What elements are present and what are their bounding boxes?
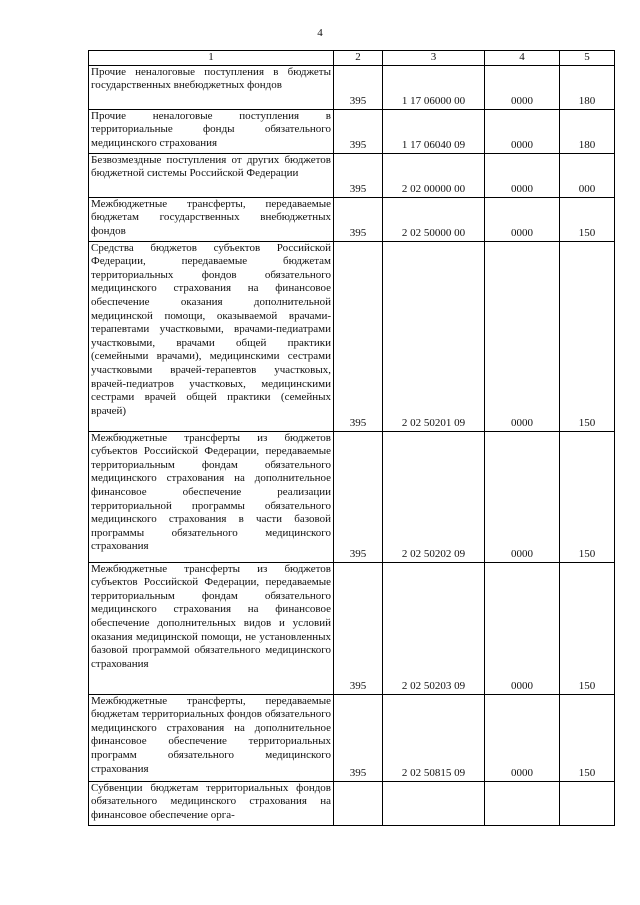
row-program-code: 0000 — [485, 694, 560, 781]
row-economic-code: 180 — [560, 65, 615, 109]
row-description: Прочие неналоговые поступления в территориальные фонды обязательного медицинского страхования — [89, 109, 334, 153]
row-admin-code: 395 — [334, 241, 383, 431]
table-row — [89, 781, 615, 825]
row-admin-code: 395 — [334, 109, 383, 153]
table-row — [89, 65, 615, 109]
row-program-code: 0000 — [485, 241, 560, 431]
row-economic-code: 150 — [560, 197, 615, 241]
column-header-2: 2 — [334, 51, 383, 66]
row-admin-code — [334, 781, 383, 825]
row-revenue-code — [383, 781, 485, 825]
row-economic-code: 180 — [560, 109, 615, 153]
row-admin-code: 395 — [334, 562, 383, 694]
row-description: Прочие неналоговые поступления в бюджеты государственных внебюджетных фондов — [89, 65, 334, 109]
row-economic-code: 150 — [560, 694, 615, 781]
row-revenue-code: 2 02 50815 09 — [383, 694, 485, 781]
row-admin-code: 395 — [334, 197, 383, 241]
budget-classification-table — [88, 50, 615, 826]
row-program-code: 0000 — [485, 109, 560, 153]
table-header-row — [89, 51, 615, 66]
row-revenue-code: 2 02 00000 00 — [383, 153, 485, 197]
table-row — [89, 431, 615, 562]
row-program-code: 0000 — [485, 153, 560, 197]
table-row — [89, 694, 615, 781]
row-revenue-code: 1 17 06000 00 — [383, 65, 485, 109]
row-admin-code: 395 — [334, 431, 383, 562]
row-description: Межбюджетные трансферты, передаваемые бюджетам территориальных фондов обязательного медицинского страхования на дополнительное финансовое обеспечение территориальных программ обязательного медицинского страхования — [89, 694, 334, 781]
row-economic-code: 150 — [560, 562, 615, 694]
row-revenue-code: 2 02 50201 09 — [383, 241, 485, 431]
row-economic-code: 150 — [560, 431, 615, 562]
row-description: Средства бюджетов субъектов Российской Федерации, передаваемые бюджетам территориальных фондов обязательного медицинского страхования на финансовое обеспечение оказания дополнительной медицинской помощи, оказываемой врачами-терапевтами участковыми, врачами-педиатрами участковыми, врачами общей практики (семейными врачами), медицинскими сестрами участковыми врачей-терапевтов участковых, врачей-педиатров участковых, медицинскими сестрами врачей общей практики (семейных врачей) — [89, 241, 334, 431]
table-row — [89, 153, 615, 197]
table-row — [89, 562, 615, 694]
row-revenue-code: 1 17 06040 09 — [383, 109, 485, 153]
row-description: Безвозмездные поступления от других бюджетов бюджетной системы Российской Федерации — [89, 153, 334, 197]
page-number: 4 — [317, 27, 323, 39]
table-row — [89, 241, 615, 431]
row-admin-code: 395 — [334, 694, 383, 781]
row-program-code: 0000 — [485, 197, 560, 241]
row-program-code: 0000 — [485, 65, 560, 109]
column-header-1: 1 — [89, 51, 334, 66]
row-economic-code — [560, 781, 615, 825]
table-row — [89, 109, 615, 153]
column-header-4: 4 — [485, 51, 560, 66]
row-economic-code: 000 — [560, 153, 615, 197]
row-admin-code: 395 — [334, 153, 383, 197]
row-description: Субвенции бюджетам территориальных фондов обязательного медицинского страхования на финансовое обеспечение орга- — [89, 781, 334, 825]
row-revenue-code: 2 02 50203 09 — [383, 562, 485, 694]
row-description: Межбюджетные трансферты, передаваемые бюджетам государственных внебюджетных фондов — [89, 197, 334, 241]
table-row — [89, 197, 615, 241]
row-revenue-code: 2 02 50202 09 — [383, 431, 485, 562]
row-description: Межбюджетные трансферты из бюджетов субъектов Российской Федерации, передаваемые территориальным фондам обязательного медицинского страхования на дополнительное финансовое обеспечение реализации территориальной программы обязательного медицинского страхования в части базовой программы обязательного медицинского страхования — [89, 431, 334, 562]
row-description: Межбюджетные трансферты из бюджетов субъектов Российской Федерации, передаваемые территориальным фондам обязательного медицинского страхования на финансовое обеспечение дополнительных видов и условий оказания медицинской помощи, не установленных базовой программой обязательного медицинского страхования — [89, 562, 334, 694]
row-program-code: 0000 — [485, 562, 560, 694]
column-header-3: 3 — [383, 51, 485, 66]
row-program-code: 0000 — [485, 431, 560, 562]
column-header-5: 5 — [560, 51, 615, 66]
row-economic-code: 150 — [560, 241, 615, 431]
row-admin-code: 395 — [334, 65, 383, 109]
row-revenue-code: 2 02 50000 00 — [383, 197, 485, 241]
row-program-code — [485, 781, 560, 825]
